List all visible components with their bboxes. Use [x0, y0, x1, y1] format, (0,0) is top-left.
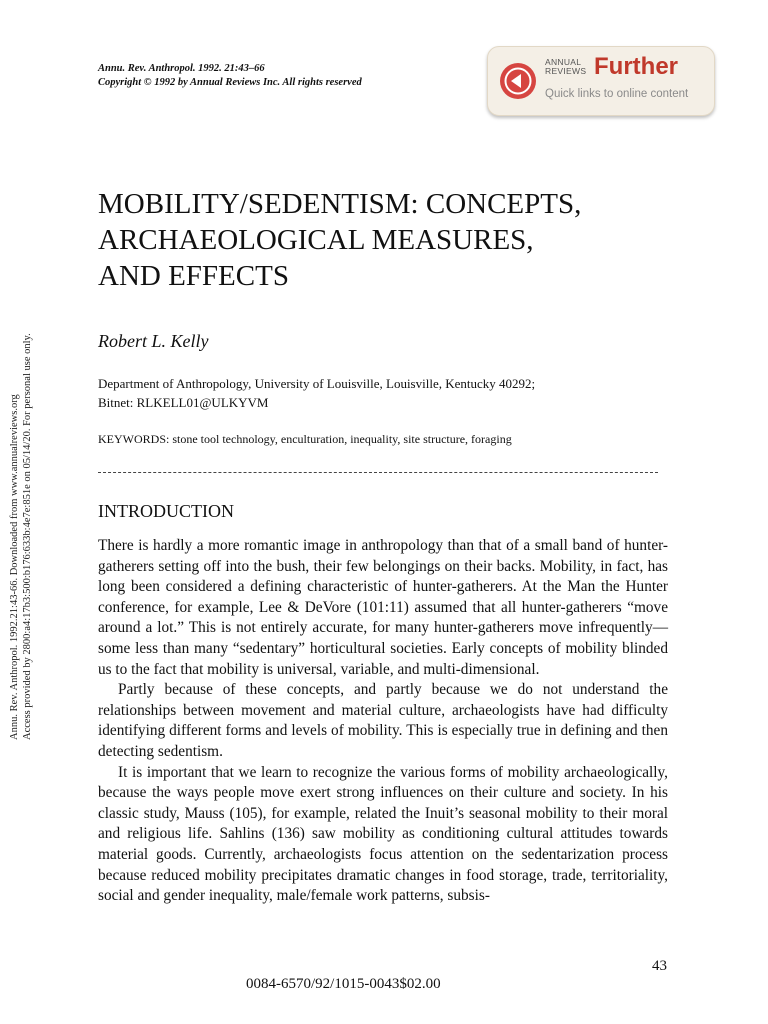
section-heading: INTRODUCTION — [98, 501, 234, 521]
keywords — [98, 432, 512, 447]
keywords-list: stone tool technology, enculturation, inequality, site structure, foraging — [172, 432, 512, 446]
title-line: AND EFFECTS — [98, 260, 289, 292]
download-notice-line2: Access provided by 2800:a4:17b3:500:b176:633b:4e7e:851e on 05/14/20. For personal use only. — [22, 333, 33, 740]
journal-citation: Annu. Rev. Anthropol. 1992. 21:43–66 — [98, 63, 265, 74]
paragraph: It is important that we learn to recognize the various forms of mobility archaeologically, because the ways people move exert strong influences on their culture and society. In his classic study, Mauss (105), for example, related the Inuit’s seasonal mobility to their moral and religious life. Sahlins (136) saw mobility as conditioning cultural attitudes towards material goods. Currently, archaeologists focus attention on the sedentarization process because reduced mobility precipitates dramatic changes in food storage, trade, territoriality, social and gender inequality, male/female work patterns, subsis- — [98, 763, 668, 905]
page-number: 43 — [652, 958, 667, 974]
play-arrow-icon — [498, 61, 538, 101]
title-line: ARCHAEOLOGICAL MEASURES, — [98, 224, 534, 256]
section-divider — [98, 472, 658, 473]
affiliation-line: Bitnet: RLKELL01@ULKYVM — [98, 395, 269, 410]
price-code: 0084-6570/92/1015-0043$02.00 — [246, 976, 441, 992]
further-badge[interactable] — [487, 46, 715, 116]
download-notice — [8, 333, 34, 740]
body-text — [98, 536, 668, 907]
author-name: Robert L. Kelly — [98, 331, 209, 351]
title-line: MOBILITY/SEDENTISM: CONCEPTS, — [98, 188, 582, 220]
keywords-label: KEYWORDS: — [98, 432, 170, 446]
article-title — [98, 186, 718, 294]
further-label: Further — [594, 53, 678, 80]
further-tagline: Quick links to online content — [545, 88, 689, 100]
journal-reference — [98, 62, 362, 90]
download-notice-line1: Annu. Rev. Anthropol. 1992.21:43-66. Downloaded from www.annualreviews.org — [9, 394, 20, 740]
annual-reviews-label: ANNUAL REVIEWS — [545, 57, 587, 76]
affiliation-line: Department of Anthropology, University of Louisville, Louisville, Kentucky 40292; — [98, 376, 536, 391]
paragraph: There is hardly a more romantic image in anthropology than that of a small band of hunter-gatherers setting off into the bush, their few belongings on their backs. Mobility, in fact, has long been considered a defining characteristic of hunter-gatherers. At the Man the Hunter conference, for example, Lee & DeVore (101:11) assumed that all hunter-gatherers “move around a lot.” This is not entirely accurate, for many hunter-gatherers move infrequently—some less than many “sedentary” horticultural societies. Early concepts of mobility blinded us to the fact that mobility is universal, variable, and multi-dimensional. — [98, 537, 668, 678]
journal-copyright: Copyright © 1992 by Annual Reviews Inc. All rights reserved — [98, 77, 362, 88]
paragraph: Partly because of these concepts, and partly because we do not understand the relationships between movement and material culture, archaeologists have had difficulty identifying different forms and levels of mobility. This is especially true in defining and then detecting sedentism. — [98, 681, 668, 760]
affiliation — [98, 374, 668, 412]
